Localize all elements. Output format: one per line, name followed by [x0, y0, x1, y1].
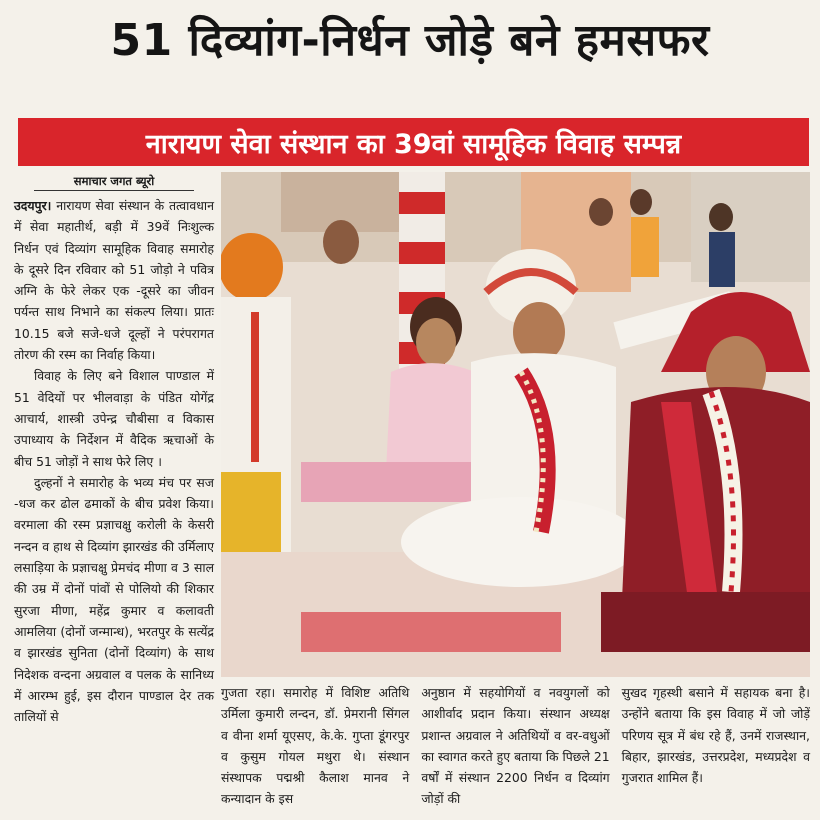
headline: 51 दिव्यांग-निर्धन जोड़े बने हमसफर	[110, 15, 710, 66]
bottom-column-2: अनुष्ठान में सहयोगियों व नवयुगलों को आशीर्वाद प्रदान किया। संस्थान अध्यक्ष प्रशान्त अग्रवाल ने अतिथियों व वर-वधुओं का स्वागत करते हुए बताया कि पिछले 21 वर्षों में संस्थान 2200 निर्धन व दिव्यांग जोड़ों की	[421, 685, 610, 807]
article-column-left	[14, 172, 214, 812]
paragraph-1-text: नारायण सेवा संस्थान के तत्वावधान में सेवा महातीर्थ, बड़ी में 39वें निःशुल्क निर्धन एवं दिव्यांग सामूहिक विवाह समारोह के दूसरे दिन रविवार को 51 जोड़ो ने पवित्र अग्नि के फेरे लेकर एक -दूसरे का जीवन पर्यन्त साथ निभाने का संकल्प लिया। प्रातः 10.15 बजे सजे-धजे दूल्हों ने परंपरागत तोरण की रस्म का निर्वाह किया।	[14, 198, 214, 363]
dateline-city: उदयपुर।	[14, 198, 52, 213]
bottom-column-1: गुजता रहा। समारोह में विशिष्ट अतिथि उर्मिला कुमारी लन्दन, डॉ. प्रेमरानी सिंगल व वीना शर्मा यूएसए, के.के. गुप्ता डूंगरपुर व कुसुम गोयल मथुरा थे। संस्थान संस्थापक पद्मश्री कैलाश मानव ने कन्यादान के इस	[221, 685, 410, 807]
wedding-photo	[221, 172, 810, 677]
paragraph-2: विवाह के लिए बने विशाल पाण्डाल में 51 वेदियों पर भीलवाड़ा के पंडित योगेंद्र आचार्य, शास्त्री उपेन्द्र चौबीसा व विकास उपाध्याय के निर्देशन में वैदिक ऋचाओं के बीच 51 जोड़ों ने साथ फेरे लिए ।	[14, 368, 214, 469]
article-bottom-columns	[221, 682, 810, 814]
bottom-column-3: सुखद गृहस्थी बसाने में सहायक बना है। उन्होंने बताया कि इस विवाह में जो जोड़ें परिणय सूत्र में बंध रहे हैं, उनमें राजस्थान, बिहार, झारखंड, उत्तरप्रदेश, मध्यप्रदेश व गुजरात शामिल हैं।	[621, 685, 810, 786]
banner-text: नारायण सेवा संस्थान का 39वां सामूहिक विवाह सम्पन्न	[145, 128, 682, 160]
byline: समाचार जगत ब्यूरो	[34, 172, 194, 191]
subheadline-banner	[18, 118, 809, 166]
paragraph-1	[14, 195, 214, 365]
paragraph-3: दुल्हनों ने समारोह के भव्य मंच पर सज -धज कर ढोल ढमाकों के बीच प्रवेश किया। वरमाला की रस्म प्रज्ञाचक्षु करोली के केसरी नन्दन व हाथ से दिव्यांग झारखंड की उर्मिलाए लसाड़िया के प्रज्ञाचक्षु प्रेमचंद मीणा व 3 साल की उम्र में दोनों पांवों से पोलियो की शिकार सुरजा मीणा, महेंद्र कुमार व कलावती आमलिया (दोनों जन्मान्ध), भरतपुर के सत्येंद्र व झारखंड सुनिता (दोनों दिव्यांग) के साथ निदेशक वन्दना अग्रवाल व पलक के सानिध्य में आरम्भ हुई, इस दौरान पाण्डाल देर तक तालियों से	[14, 474, 214, 725]
